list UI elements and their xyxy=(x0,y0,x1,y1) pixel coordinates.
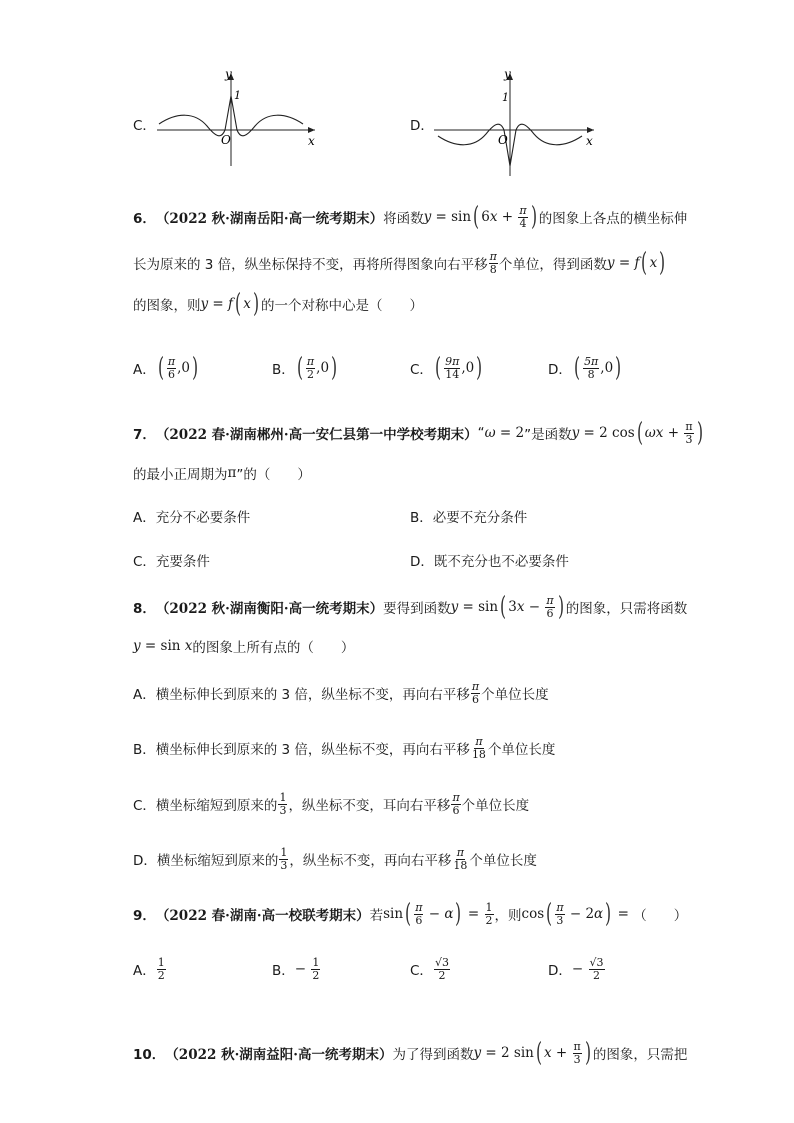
graph-option-d xyxy=(432,68,607,178)
question-8-line-2: y = sin x 的图象上所有点的（ ） xyxy=(133,638,355,656)
option-label: B． xyxy=(272,963,295,979)
q8-option-d[interactable]: D．横坐标缩短到原来的 $\frac{1}{3}$ ，纵坐标不变，再向右平移 $\frac{\pi}{18}$ 个单位长度 xyxy=(133,845,537,872)
x-axis-arrow xyxy=(308,127,315,133)
question-number: 8． xyxy=(133,601,156,617)
q7-option-c[interactable]: C．充要条件 xyxy=(133,554,210,570)
question-text: “ xyxy=(477,425,485,441)
question-text: 的图象，只需把 xyxy=(592,1047,688,1063)
question-number: 9． xyxy=(133,908,156,924)
question-text: ，则 xyxy=(494,908,522,924)
option-label: C． xyxy=(410,963,433,979)
q6-option-c[interactable]: C． ( $\frac{9\pi}{14}$ ,0 ) xyxy=(410,353,483,383)
graph-option-d-label: D． xyxy=(410,118,434,134)
question-text: 的最小正周期为 xyxy=(133,467,228,483)
question-text: 要得到函数 xyxy=(383,601,451,617)
question-text: 将函数 xyxy=(383,211,424,227)
tick-label: 1 xyxy=(234,89,241,102)
q8-option-a[interactable]: A．横坐标伸长到原来的 3 倍，纵坐标不变，再向右平移 $\frac{\pi}{6}$ 个单位长度 xyxy=(133,679,549,706)
q7-option-d[interactable]: D．既不充分也不必要条件 xyxy=(410,554,569,570)
q8-option-c[interactable]: C．横坐标缩短到原来的 $\frac{1}{3}$ ，纵坐标不变，耳向右平移 $\frac{\pi}{6}$ 个单位长度 xyxy=(133,790,530,817)
option-text: ，纵坐标不变，再向右平移 xyxy=(289,853,452,869)
y-axis-label: y xyxy=(504,68,511,81)
question-text: 的图象，只需将函数 xyxy=(565,601,688,617)
option-text: C．横坐标缩短到原来的 xyxy=(133,798,278,814)
option-text: 个单位长度 xyxy=(487,742,556,758)
option-label: B． xyxy=(272,362,295,378)
y-axis-label: y xyxy=(225,68,232,81)
question-text: 的图象上各点的横坐标伸 xyxy=(538,211,688,227)
option-text: B．横坐标伸长到原来的 3 倍，纵坐标不变，再向右平移 xyxy=(133,742,470,758)
question-source: （2022 秋·湖南衡阳·高一统考期末） xyxy=(155,601,384,617)
option-text: 个单位长度 xyxy=(481,687,549,703)
question-source: （2022 秋·湖南益阳·高一统考期末） xyxy=(165,1047,393,1063)
q8-option-b[interactable]: B．横坐标伸长到原来的 3 倍，纵坐标不变，再向右平移 $\frac{\pi}{18}$ 个单位长度 xyxy=(133,734,556,761)
question-text: 的图象上所有点的（ ） xyxy=(192,640,355,656)
option-label: A． xyxy=(133,963,156,979)
question-text: 个单位，得到函数 xyxy=(498,257,607,273)
q7-option-b[interactable]: B．必要不充分条件 xyxy=(410,510,528,526)
q9-option-a[interactable]: A． $\frac{1}{2}$ xyxy=(133,955,165,982)
option-text: 个单位长度 xyxy=(461,798,530,814)
q7-option-a[interactable]: A．充分不必要条件 xyxy=(133,510,251,526)
question-source: （2022 秋·湖南岳阳·高一统考期末） xyxy=(155,211,384,227)
option-label: D． xyxy=(548,963,572,979)
q6-option-a[interactable]: A． ( $\frac{\pi}{6}$ ,0 ) xyxy=(133,353,199,383)
graph-option-c xyxy=(155,68,330,168)
option-text: ，纵坐标不变，耳向右平移 xyxy=(288,798,451,814)
origin-label: O xyxy=(221,133,231,147)
question-text: 的图象，则 xyxy=(133,298,201,314)
question-6-line-3: 的图象，则 y = f ( x ) 的一个对称中心是（ ） xyxy=(133,289,423,319)
x-axis-label: x xyxy=(308,134,315,148)
q6-option-d[interactable]: D． ( $\frac{5\pi}{8}$ ,0 ) xyxy=(548,353,622,383)
x-axis-arrow xyxy=(587,127,594,133)
q9-option-b[interactable]: B． − $\frac{1}{2}$ xyxy=(272,955,320,982)
option-text: D．横坐标缩短到原来的 xyxy=(133,853,279,869)
question-7-line-2: 的最小正周期为 π ”的（ ） xyxy=(133,465,311,483)
question-6-line-2: 长为原来的 3 倍，纵坐标保持不变，再将所得图象向右平移 $\frac{\pi}{8}$ 个单位，得到函数 y = f ( x ) xyxy=(133,248,666,278)
q9-option-d[interactable]: D． − $\frac{√3}{2}$ xyxy=(548,955,604,982)
question-text: 的一个对称中心是（ ） xyxy=(260,298,423,314)
question-text: （ ） xyxy=(633,908,688,924)
question-10-line-1: 10． （2022 秋·湖南益阳·高一统考期末） 为了得到函数 y = 2 sin ( x + $\frac{\pi}{3}$ ) 的图象，只需把 xyxy=(133,1038,688,1068)
q9-option-c[interactable]: C． $\frac{√3}{2}$ xyxy=(410,955,449,982)
option-label: D． xyxy=(548,362,572,378)
question-source: （2022 春·湖南郴州·高一安仁县第一中学校考期末） xyxy=(155,427,478,443)
question-text: 若 xyxy=(369,908,384,924)
question-6-line-1: 6． （2022 秋·湖南岳阳·高一统考期末） 将函数 y = sin ( 6x + $\frac{\pi}{4}$ ) 的图象上各点的横坐标伸 xyxy=(133,202,688,232)
question-number: 7． xyxy=(133,427,156,443)
question-7-line-1: 7． （2022 春·湖南郴州·高一安仁县第一中学校考期末） “ ω = 2 ”是函数 y = 2 cos ( ωx + $\frac{\pi}{3}$ ) xyxy=(133,418,703,448)
question-text: ”是函数 xyxy=(524,427,572,443)
question-source: （2022 春·湖南·高一校联考期末） xyxy=(155,908,370,924)
option-label: A． xyxy=(133,362,156,378)
origin-label: O xyxy=(498,133,508,147)
question-text: 为了得到函数 xyxy=(392,1047,474,1063)
question-9-line-1: 9． （2022 春·湖南·高一校联考期末） 若 sin ( $\frac{\pi}{6}$ − α ) = $\frac{1}{2}$ ，则 cos ( $\frac{\pi}{3}$ − 2 α ) = （ ） xyxy=(133,899,688,929)
option-text: 个单位长度 xyxy=(469,853,537,869)
question-8-line-1: 8． （2022 秋·湖南衡阳·高一统考期末） 要得到函数 y = sin ( 3x − $\frac{\pi}{6}$ ) 的图象，只需将函数 xyxy=(133,592,688,622)
x-axis-label: x xyxy=(586,134,593,148)
option-label: C． xyxy=(410,362,433,378)
question-text: 长为原来的 3 倍，纵坐标保持不变，再将所得图象向右平移 xyxy=(133,257,488,273)
tick-label: 1 xyxy=(502,91,509,104)
question-number: 6． xyxy=(133,211,156,227)
option-text: A．横坐标伸长到原来的 3 倍，纵坐标不变，再向右平移 xyxy=(133,687,470,703)
q6-option-b[interactable]: B． ( $\frac{\pi}{2}$ ,0 ) xyxy=(272,353,338,383)
question-number: 10． xyxy=(133,1047,166,1063)
graph-option-c-label: C． xyxy=(133,118,156,134)
question-text: ”的（ ） xyxy=(236,467,311,483)
